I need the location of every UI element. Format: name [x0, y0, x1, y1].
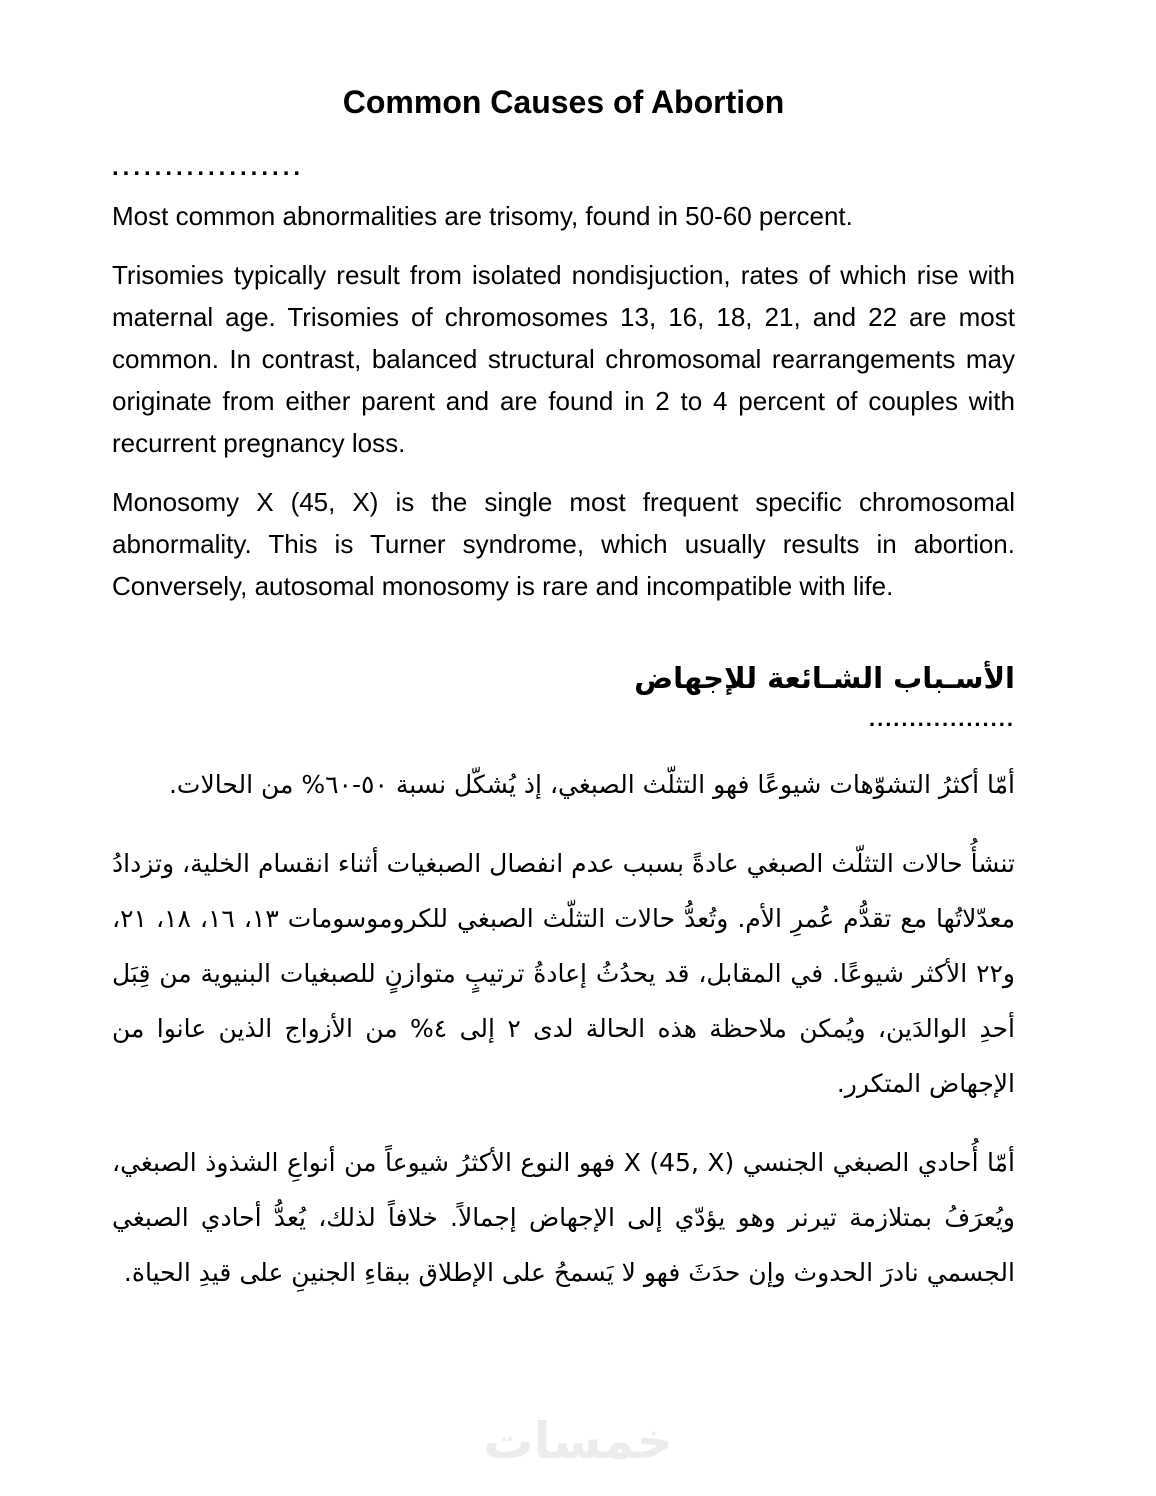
arabic-dotted-line: .................. — [868, 706, 1015, 731]
arabic-paragraph-3: أمّا أُحادي الصبغي الجنسي X (45, X) فهو النوع الأكثرُ شيوعاً من أنواعِ الشذوذ الصبغي، ويُعرَفُ بمتلازمة تيرنر وهو يؤدّي إلى الإجهاض إجمالاً. خلافاً لذلك، يُعدُّ أحادي الصبغي الجسمي نادرَ الحدوث وإن حدَثَ فهو لا يَسمحُ على الإطلاق ببقاءِ الجنينِ على قيدِ الحياة. — [112, 1148, 1015, 1287]
english-paragraph-3: Monosomy X (45, X) is the single most frequent specific chromosomal abnormality. This is Turner syndrome, which usually results in abortion. Conversely, autosomal monosomy is rare and incompatible with life. — [112, 487, 1015, 601]
english-paragraph-1: Most common abnormalities are trisomy, found in 50-60 percent. — [112, 201, 853, 231]
english-title: Common Causes of Abortion — [342, 84, 785, 120]
arabic-title: الأسـباب الشـائعة للإجهاض — [634, 661, 1015, 695]
khamsat-watermark: خمسات — [483, 1412, 673, 1470]
arabic-paragraph-2: تنشأُ حالات التثلّث الصبغي عادةً بسبب عدم انفصال الصبغيات أثناء انقسام الخلية، وتزدادُ معدّلاتُها مع تقدُّم عُمرِ الأم. وتُعدُّ حالات التثلّث الصبغي للكروموسومات ١٣، ١٦، ١٨، ٢١، و٢٢ الأكثر شيوعًا. في المقابل، قد يحدُثُ إعادةُ ترتيبٍ متوازنٍ للصبغيات البنيوية من قِبَل أحدِ الوالدَين، ويُمكن ملاحظة هذه الحالة لدى ٢ إلى ٤% من الأزواج الذين عانوا من الإجهاض المتكرر. — [112, 849, 1016, 1098]
arabic-paragraph-1: أمّا أكثرُ التشوّهات شيوعًا فهو التثلّث الصبغي، إذ يُشكّل نسبة ٥٠-٦٠% من الحالات. — [168, 770, 1015, 799]
english-paragraph-2: Trisomies typically result from isolated nondisjuction, rates of which rise with maternal age. Trisomies of chromosomes 13, 16, 18, 21, and 22 are most common. In contrast, balanced structural chromosomal rearrangements may originate from either parent and are found in 2 to 4 percent of couples with recurrent pregnancy loss. — [112, 260, 1015, 458]
english-dotted-line: .................. — [112, 154, 305, 181]
